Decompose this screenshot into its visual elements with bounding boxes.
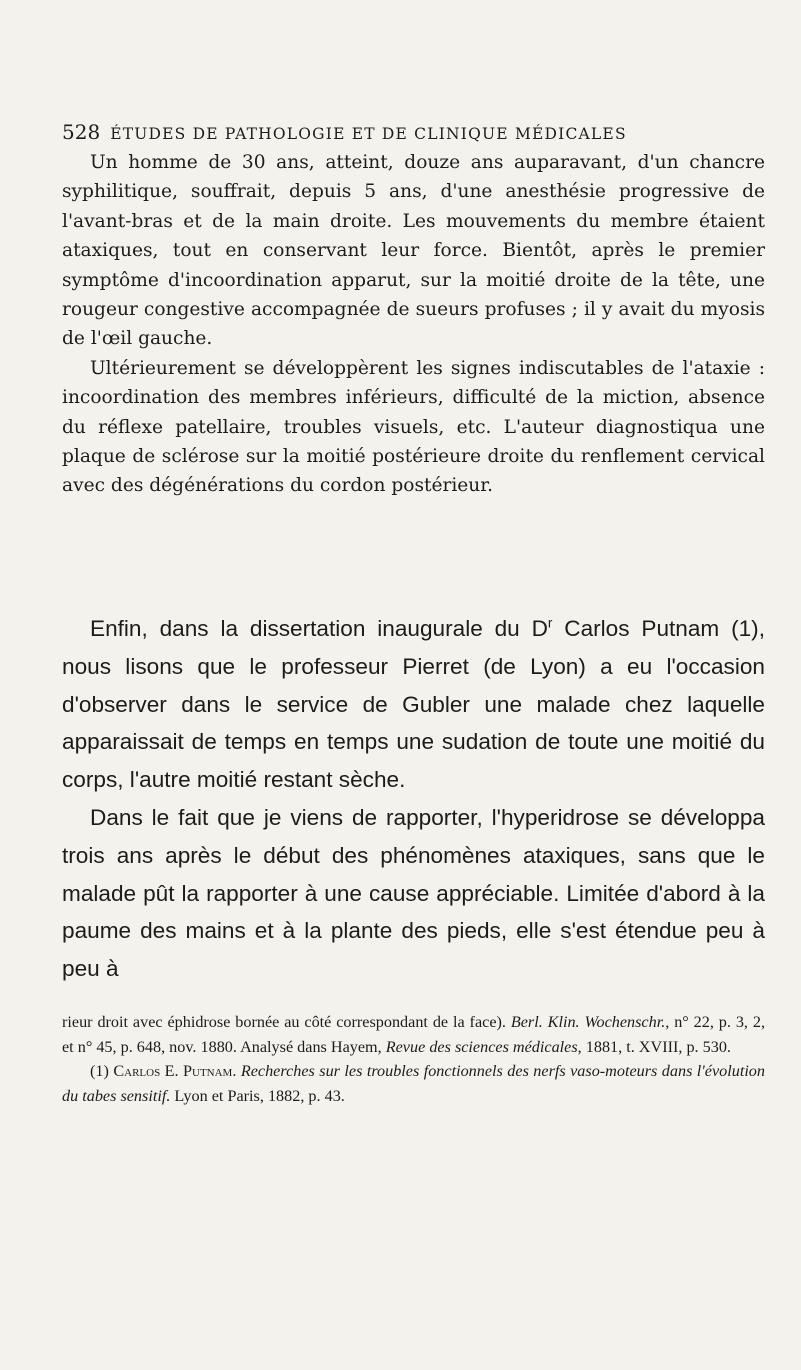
journal-title: Revue des sciences médicales [385,1037,578,1056]
paragraph-putnam [62,610,765,799]
journal-title: Berl. Klin. Wochenschr. [510,1013,666,1031]
footnotes [62,1010,765,1108]
page-number: 528 [62,120,101,144]
text-run: rieur droit avec éphidrose bornée au côté correspondant de la face). [62,1013,511,1031]
paragraph-hyperidrose: Dans le fait que je viens de rapporter, l'hyperidrose se développa trois ans après le début des phénomènes ataxiques, sans que le malade pût la rapporter à une cause appréciable. Limitée d'abord à la paume des mains et à la plante des pieds, elle s'est étendue peu à peu à [62,804,765,982]
footnote-marker: (1) [90,1062,114,1081]
footnote-continuation [62,1010,765,1059]
text-run: , n° 22, p. 3, 2, et n° 45, p. 648, nov. 1880. Analysé dans Hayem, [62,1013,765,1056]
text-run: Enfin, dans la dissertation inaugurale du D [90,616,548,641]
footnote-author: Carlos E. Putnam. [113,1062,237,1081]
text-run: , 1881, t. XVIII, p. 530. [577,1037,731,1056]
footnote-1 [62,1059,765,1108]
text-run: Lyon et Paris, 1882, p. 43. [170,1086,345,1105]
running-title: ÉTUDES DE PATHOLOGIE ET DE CLINIQUE MÉDICALES [110,125,627,143]
footnote-title: Recherches sur les troubles fonctionnels des nerfs vaso-moteurs dans l'évolution du tabes sensitif. [62,1062,765,1105]
main-text [62,610,765,988]
superscript: r [547,615,553,631]
case-report-text [62,148,765,501]
running-head [62,120,762,144]
paragraph: Ultérieurement se développèrent les signes indiscutables de l'ataxie : incoordination des membres inférieurs, difficulté de la miction, absence du réflexe patellaire, troubles visuels, etc. L'auteur diagnostiqua une plaque de sclérose sur la moitié postérieure droite du renflement cervical avec des dégénérations du cordon postérieur. [62,357,765,497]
paragraph: Un homme de 30 ans, atteint, douze ans auparavant, d'un chancre syphilitique, souffrait, depuis 5 ans, d'une anesthésie progressive de l'avant-bras et de la main droite. Les mouvements du membre étaient ataxiques, tout en conservant leur force. Bientôt, après le premier symptôme d'incoordination apparut, sur la moitié droite de la tête, une rougeur congestive accompagnée de sueurs profuses ; il y avait du myosis de l'œil gauche. [62,152,765,350]
text-run: Carlos Putnam (1), nous lisons que le professeur Pierret (de Lyon) a eu l'occasion d'observer dans le service de Gubler une malade chez laquelle apparaissait de temps en temps une sudation de toute une moitié du corps, l'autre moitié restant sèche. [62,616,765,793]
